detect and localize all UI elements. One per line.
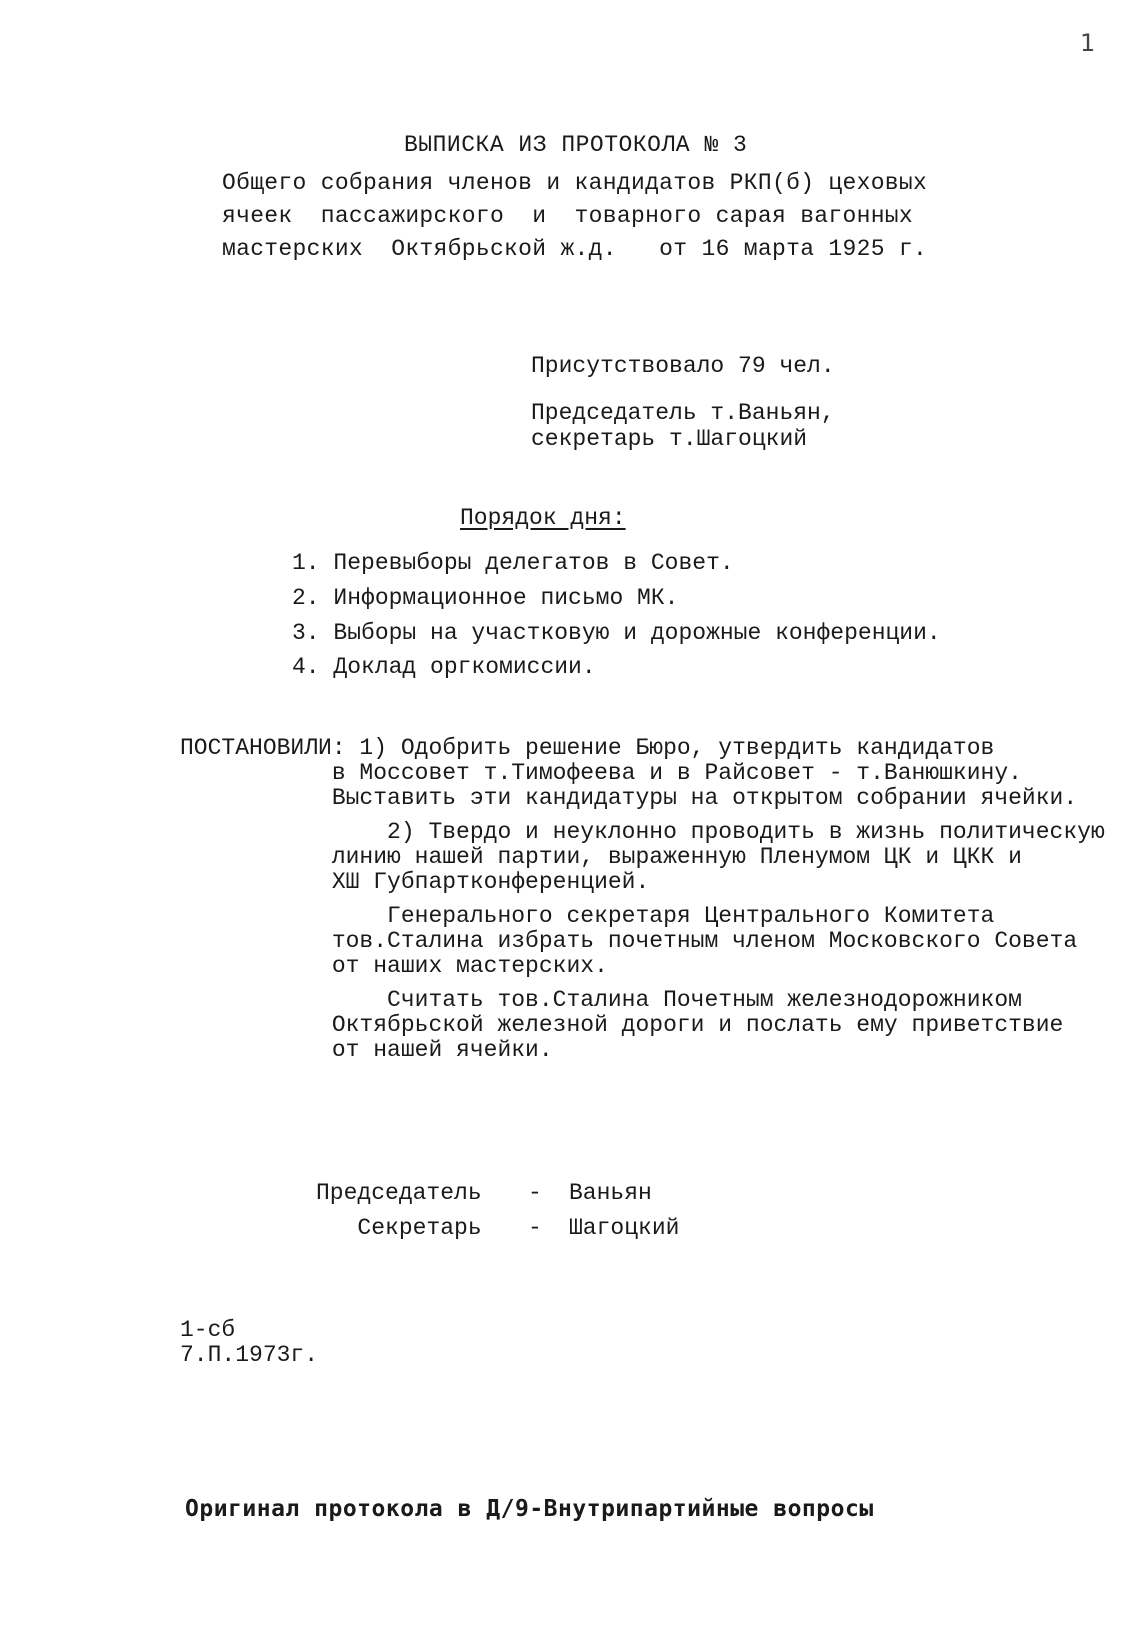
subtitle-line: ячеек пассажирского и товарного сарая вагонных — [222, 203, 914, 229]
resolution-line: ПОСТАНОВИЛИ: 1) Одобрить решение Бюро, утвердить кандидатов — [180, 735, 995, 761]
signature-role: Секретарь — [316, 1215, 482, 1241]
footer-note: Оригинал протокола в Д/9-Внутрипартийные вопросы — [185, 1496, 874, 1522]
signature-dash: - — [528, 1215, 542, 1241]
signature-name: Ваньян — [569, 1180, 652, 1206]
meeting-secretary: секретарь т.Шагоцкий — [531, 426, 808, 452]
resolution-line: в Моссовет т.Тимофеева и в Райсовет - т.Ванюшкину. — [180, 760, 1022, 786]
signature-role: Председатель — [316, 1180, 482, 1206]
agenda-item: 4. Доклад оргкомиссии. — [292, 654, 596, 680]
subtitle-line: Общего собрания членов и кандидатов РКП(б) цеховых — [222, 170, 928, 196]
resolution-line: от нашей ячейки. — [180, 1037, 553, 1063]
agenda-heading: Порядок дня: — [460, 505, 626, 531]
agenda-item: 1. Перевыборы делегатов в Совет. — [292, 550, 734, 576]
document-title: ВЫПИСКА ИЗ ПРОТОКОЛА № 3 — [404, 132, 748, 158]
archive-date: 7.П.1973г. — [180, 1342, 319, 1368]
archive-code: 1-сб — [180, 1317, 236, 1343]
agenda-item: 2. Информационное письмо МК. — [292, 585, 679, 611]
resolution-line: Генерального секретаря Центрального Комитета — [180, 903, 995, 929]
agenda-item: 3. Выборы на участковую и дорожные конференции. — [292, 620, 941, 646]
resolution-line: Октябрьской железной дороги и послать ему приветствие — [180, 1012, 1064, 1038]
resolution-line: Считать тов.Сталина Почетным железнодорожником — [180, 987, 1022, 1013]
meeting-chairman: Председатель т.Ваньян, — [531, 400, 835, 426]
resolution-line: 2) Твердо и неуклонно проводить в жизнь политическую — [180, 819, 1105, 845]
resolution-line: линию нашей партии, выраженную Пленумом ЦК и ЦКК и — [180, 844, 1022, 870]
resolution-line: тов.Сталина избрать почетным членом Московского Совета — [180, 928, 1078, 954]
resolution-line: ХШ Губпартконференцией. — [180, 869, 650, 895]
attendance-count: Присутствовало 79 чел. — [531, 353, 835, 379]
subtitle-line: мастерских Октябрьской ж.д. от 16 марта 1925 г. — [222, 236, 928, 262]
signature-dash: - — [528, 1180, 542, 1206]
signature-name: Шагоцкий — [569, 1215, 680, 1241]
resolution-line: от наших мастерских. — [180, 953, 608, 979]
resolution-line: Выставить эти кандидатуры на открытом собрании ячейки. — [180, 785, 1078, 811]
page-number: 1 — [1080, 29, 1096, 57]
